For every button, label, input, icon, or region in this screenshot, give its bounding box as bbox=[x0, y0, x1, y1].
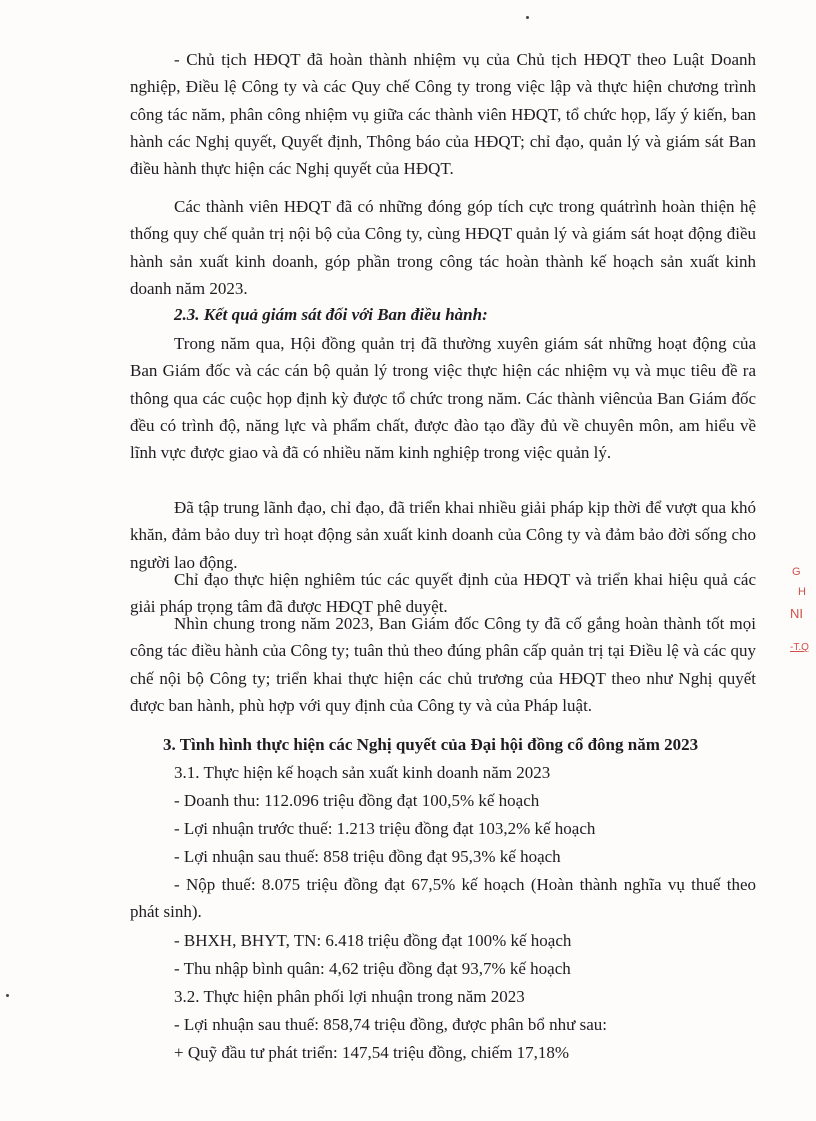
margin-stamp-fragment-1: G bbox=[792, 566, 801, 578]
paragraph-supervision: Trong năm qua, Hội đồng quản trị đã thường xuyên giám sát những hoạt động của Ban Giám đốc và các cán bộ quản lý trong việc thực hiện các nhiệm vụ và mục tiêu đề ra thông qua các cuộc họp định kỳ được tổ chức trong năm. Các thành viêncủa Ban Giám đốc đều có trình độ, năng lực và phẩm chất, được đào tạo đầy đủ về chuyên môn, am hiểu về lĩnh vực được giao và đã có nhiều năm kinh nghiệp trong việc quản lý. bbox=[130, 334, 756, 463]
paragraph-direction: Chỉ đạo thực hiện nghiêm túc các quyết định của HĐQT và triển khai hiệu quả các giải pháp trọng tâm đã được HĐQT phê duyệt. bbox=[130, 570, 756, 617]
scan-speck bbox=[526, 16, 529, 19]
scan-speck bbox=[6, 994, 9, 997]
list-item-revenue: - Doanh thu: 112.096 triệu đồng đạt 100,5% kế hoạch bbox=[174, 791, 540, 810]
margin-stamp-fragment-2: H bbox=[798, 586, 806, 598]
margin-stamp-fragment-3: NI bbox=[790, 606, 803, 621]
paragraph-leadership: Đã tập trung lãnh đạo, chỉ đạo, đã triển khai nhiều giải pháp kịp thời để vượt qua khó khăn, đảm bảo duy trì hoạt động sản xuất kinh doanh của Công ty và đảm bảo đời sống cho người lao động. bbox=[130, 498, 756, 572]
list-item-profit-distribution: - Lợi nhuận sau thuế: 858,74 triệu đồng, được phân bổ như sau: bbox=[174, 1015, 608, 1034]
list-item-insurance: - BHXH, BHYT, TN: 6.418 triệu đồng đạt 100% kế hoạch bbox=[174, 931, 572, 950]
paragraph-overall: Nhìn chung trong năm 2023, Ban Giám đốc Công ty đã cố gắng hoàn thành tốt mọi công tác điều hành của Công ty; tuân thủ theo đúng phân cấp quản trị tại Điều lệ và các quy chế nội bộ Công ty; triển khai thực hiện các chủ trương của HĐQT theo như Nghị quyết được ban hành, phù hợp với quy định của Công ty và của Pháp luật. bbox=[130, 614, 756, 715]
heading-3-2: 3.2. Thực hiện phân phối lợi nhuận trong năm 2023 bbox=[174, 987, 525, 1006]
heading-2-3: 2.3. Kết quả giám sát đối với Ban điều hành: bbox=[174, 305, 488, 324]
margin-stamp-fragment-4: -T.Q bbox=[790, 642, 809, 653]
list-item-average-income: - Thu nhập bình quân: 4,62 triệu đồng đạt 93,7% kế hoạch bbox=[174, 959, 571, 978]
list-item-profit-after-tax: - Lợi nhuận sau thuế: 858 triệu đồng đạt 95,3% kế hoạch bbox=[174, 847, 561, 866]
paragraph-board-members: Các thành viên HĐQT đã có những đóng góp tích cực trong quátrình hoàn thiện hệ thống quy chế quản trị nội bộ của Công ty, cùng HĐQT quản lý và giám sát hoạt động điều hành sản xuất kinh doanh, góp phần trong công tác hoàn thành kế hoạch sản xuất kinh doanh năm 2023. bbox=[130, 197, 756, 298]
list-item-tax: - Nộp thuế: 8.075 triệu đồng đạt 67,5% kế hoạch (Hoàn thành nghĩa vụ thuế theo phát sinh). bbox=[130, 875, 756, 921]
list-item-development-fund: + Quỹ đầu tư phát triển: 147,54 triệu đồng, chiếm 17,18% bbox=[174, 1043, 570, 1062]
heading-3-1: 3.1. Thực hiện kế hoạch sản xuất kinh doanh năm 2023 bbox=[174, 763, 551, 782]
paragraph-chairman-duties: - Chủ tịch HĐQT đã hoàn thành nhiệm vụ của Chủ tịch HĐQT theo Luật Doanh nghiệp, Điều lệ Công ty và các Quy chế Công ty trong việc lập và thực hiện chương trình công tác năm, phân công nhiệm vụ giữa các thành viên HĐQT, tổ chức họp, lấy ý kiến, ban hành các Nghị quyết, Quyết định, Thông báo của HĐQT; chỉ đạo, quản lý và giám sát Ban điều hành thực hiện các Nghị quyết của HĐQT. bbox=[130, 50, 756, 179]
list-item-profit-before-tax: - Lợi nhuận trước thuế: 1.213 triệu đồng đạt 103,2% kế hoạch bbox=[174, 819, 596, 838]
heading-section-3: 3. Tình hình thực hiện các Nghị quyết của Đại hội đồng cổ đông năm 2023 bbox=[163, 735, 699, 754]
